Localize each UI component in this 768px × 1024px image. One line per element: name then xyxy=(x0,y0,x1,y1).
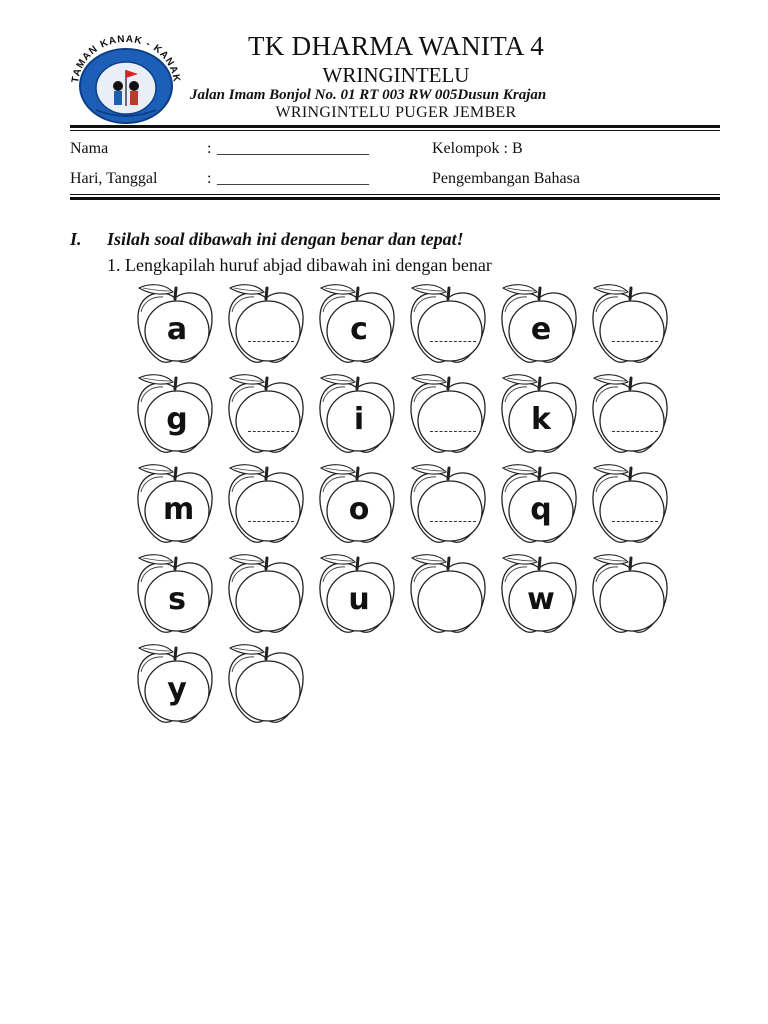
apple-outline-icon xyxy=(406,372,490,458)
apple-letter: u xyxy=(348,582,370,617)
apple-outline-icon xyxy=(224,372,308,458)
apple-letter: k xyxy=(531,402,551,437)
apple-outline-icon xyxy=(588,372,672,458)
school-address: Jalan Imam Bonjol No. 01 RT 003 RW 005Dusun Krajan xyxy=(190,87,547,103)
apple-cell[interactable] xyxy=(588,282,672,368)
apple-cell[interactable] xyxy=(497,282,581,368)
fields-rule-thin xyxy=(70,194,720,195)
apple-answer-line[interactable] xyxy=(430,431,476,432)
apple-cell[interactable] xyxy=(406,552,490,638)
apple-outline-icon xyxy=(224,642,308,728)
apple-outline-icon xyxy=(406,282,490,368)
apple-letter: c xyxy=(350,312,368,347)
group-label: Kelompok : B xyxy=(432,140,523,157)
name-row xyxy=(70,140,720,162)
apple-cell[interactable] xyxy=(224,282,308,368)
apple-cell[interactable] xyxy=(315,462,399,548)
fields-rule-thick xyxy=(70,197,720,200)
apple-outline-icon xyxy=(588,552,672,638)
apple-outline-icon xyxy=(588,282,672,368)
apple-cell[interactable] xyxy=(133,462,217,548)
village-name: WRINGINTELU xyxy=(322,63,470,87)
apple-letter: y xyxy=(167,672,187,707)
apple-cell[interactable] xyxy=(406,282,490,368)
apple-letter: i xyxy=(353,402,365,437)
school-region: WRINGINTELU PUGER JEMBER xyxy=(275,104,517,121)
apple-cell[interactable] xyxy=(497,372,581,458)
apple-grid xyxy=(133,282,679,732)
apple-cell[interactable] xyxy=(133,552,217,638)
apple-cell[interactable] xyxy=(224,642,308,728)
subject-label: Pengembangan Bahasa xyxy=(432,170,580,187)
apple-cell[interactable] xyxy=(497,462,581,548)
name-blank-line[interactable]: ___________________ xyxy=(217,140,369,157)
question-1: 1. Lengkapilah huruf abjad dibawah ini dengan benar xyxy=(107,255,492,275)
apple-letter: s xyxy=(168,582,186,617)
apple-cell[interactable] xyxy=(315,552,399,638)
apple-outline-icon xyxy=(406,462,490,548)
apple-outline-icon xyxy=(224,282,308,368)
apple-answer-line[interactable] xyxy=(248,431,294,432)
apple-cell[interactable] xyxy=(133,642,217,728)
apple-cell[interactable] xyxy=(588,462,672,548)
apple-answer-line[interactable] xyxy=(612,521,658,522)
school-name: TK DHARMA WANITA 4 xyxy=(248,31,544,61)
apple-answer-line[interactable] xyxy=(248,521,294,522)
header-rule-thin xyxy=(70,130,720,131)
apple-letter: q xyxy=(530,492,552,527)
date-row xyxy=(70,170,720,192)
school-logo xyxy=(66,30,186,124)
apple-cell[interactable] xyxy=(133,372,217,458)
apple-cell[interactable] xyxy=(133,282,217,368)
apple-cell[interactable] xyxy=(406,372,490,458)
date-blank-line[interactable]: ___________________ xyxy=(217,170,369,187)
name-colon: : xyxy=(207,140,212,157)
apple-outline-icon xyxy=(406,552,490,638)
apple-answer-line[interactable] xyxy=(248,341,294,342)
apple-outline-icon xyxy=(224,552,308,638)
date-colon: : xyxy=(207,170,212,187)
apple-letter: a xyxy=(166,312,188,347)
section-instruction: Isilah soal dibawah ini dengan benar dan tepat! xyxy=(107,229,464,249)
apple-cell[interactable] xyxy=(224,462,308,548)
apple-outline-icon xyxy=(224,462,308,548)
date-label: Hari, Tanggal xyxy=(70,170,158,187)
apple-letter: o xyxy=(348,492,370,527)
apple-letter: g xyxy=(166,402,188,437)
apple-outline-icon xyxy=(588,462,672,548)
apple-cell[interactable] xyxy=(588,552,672,638)
name-label: Nama xyxy=(70,140,109,157)
apple-cell[interactable] xyxy=(224,372,308,458)
apple-cell[interactable] xyxy=(315,282,399,368)
apple-letter: m xyxy=(163,492,195,527)
apple-answer-line[interactable] xyxy=(430,521,476,522)
apple-answer-line[interactable] xyxy=(612,341,658,342)
apple-answer-line[interactable] xyxy=(430,341,476,342)
apple-cell[interactable] xyxy=(315,372,399,458)
apple-cell[interactable] xyxy=(588,372,672,458)
apple-letter: w xyxy=(527,582,555,617)
apple-cell[interactable] xyxy=(497,552,581,638)
apple-cell[interactable] xyxy=(406,462,490,548)
apple-letter: e xyxy=(530,312,552,347)
apple-cell[interactable] xyxy=(224,552,308,638)
apple-answer-line[interactable] xyxy=(612,431,658,432)
logo-arc-text: TAMAN KANAK - KANAK xyxy=(70,33,182,84)
section-number: I. xyxy=(70,229,82,249)
header-rule-thick xyxy=(70,125,720,128)
